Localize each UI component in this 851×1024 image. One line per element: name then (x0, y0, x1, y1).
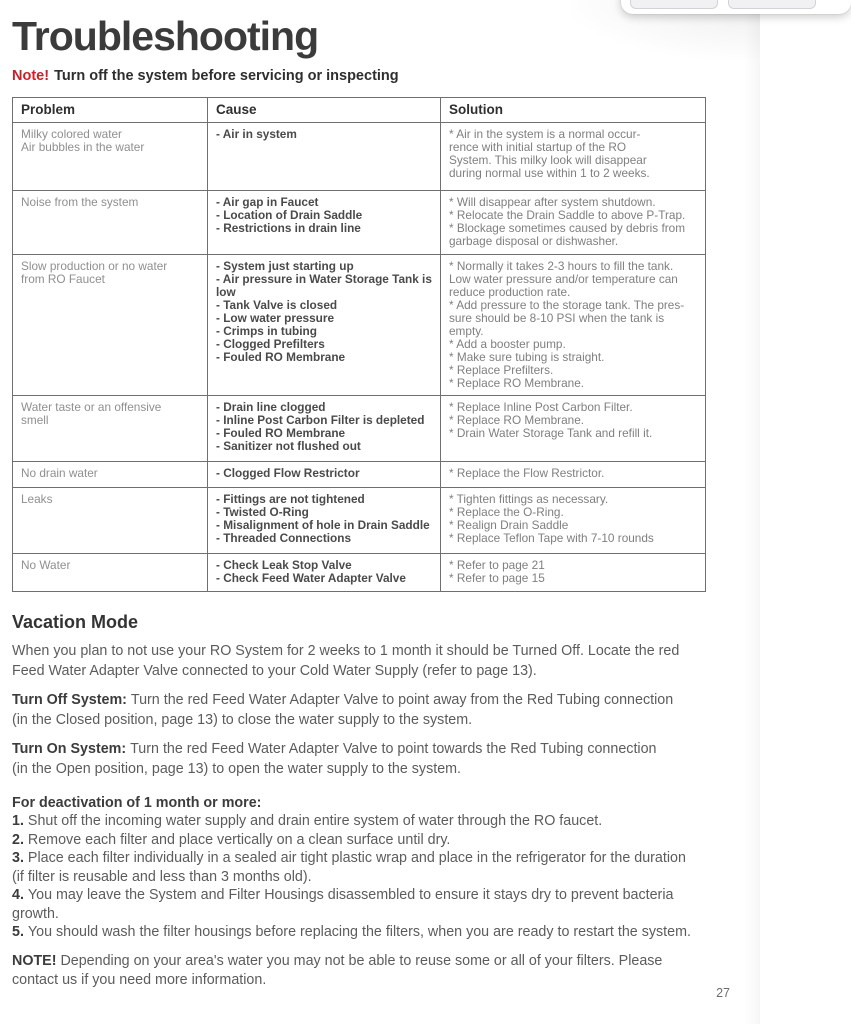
vacation-paragraphs (12, 642, 746, 779)
cell-problem (13, 462, 208, 488)
cell-solution (441, 255, 706, 396)
cell-line: - Fittings are not tightened (216, 492, 365, 507)
cell-line: - Check Leak Stop Valve (216, 558, 352, 573)
cell-line: No Water (21, 558, 71, 573)
cell-line: - Clogged Prefilters (216, 337, 325, 352)
cell-cause (208, 255, 441, 396)
cell-line: No drain water (21, 466, 98, 481)
cell-line: Water taste or an offensive (21, 400, 162, 415)
table-header-row (13, 98, 706, 123)
cell-line: - Twisted O-Ring (216, 505, 309, 520)
step-2: 2. Remove each filter and place vertically on a clean surface until dry. (12, 831, 451, 848)
page-title: Troubleshooting (12, 13, 319, 59)
cell-line: - Restrictions in drain line (216, 221, 361, 236)
cell-line: * Refer to page 21 (449, 558, 545, 573)
step-5-label: 5. (12, 924, 28, 941)
cell-problem (13, 488, 208, 554)
previous-button[interactable] (630, 0, 718, 9)
cell-line: * Will disappear after system shutdown. (449, 195, 656, 210)
step-1-label: 1. (12, 813, 28, 830)
cell-solution (441, 488, 706, 554)
cell-line: Low water pressure and/or temperature can (449, 272, 678, 287)
deactivation-heading: For deactivation of 1 month or more: (12, 795, 262, 812)
cell-cause (208, 462, 441, 488)
cell-line: * Blockage sometimes caused by debris from (449, 221, 686, 236)
cell-problem (13, 554, 208, 592)
note-label: Note! (12, 68, 50, 85)
cell-line: * Add a booster pump. (449, 337, 566, 352)
cell-cause (208, 488, 441, 554)
vacation-paragraph-2: Turn Off System: Turn the red Feed Water Adapter Valve to point away from the Red Tubing connection (in the Closed position, page 13) to close the water supply to the system. (12, 692, 674, 728)
cell-line: - Sanitizer not flushed out (216, 439, 361, 454)
cell-line: Leaks (21, 492, 53, 507)
cell-line: Noise from the system (21, 195, 139, 210)
cell-line: - Air pressure in Water Storage Tank is low (216, 272, 432, 300)
final-note (12, 952, 746, 991)
cell-line: - Air gap in Faucet (216, 195, 319, 210)
step-5: 5. You should wash the filter housings before replacing the filters, when you are ready to restart the system. (12, 924, 691, 941)
cell-line: - Threaded Connections (216, 531, 352, 546)
viewer-toolbar (621, 0, 851, 14)
cell-cause (208, 554, 441, 592)
page-number: 27 (716, 986, 730, 1000)
cell-line: - System just starting up (216, 259, 354, 274)
cell-line: Air bubbles in the water (21, 140, 145, 155)
step-3-label: 3. (12, 850, 28, 867)
table-row (13, 123, 706, 191)
cell-line: - Check Feed Water Adapter Valve (216, 571, 406, 586)
next-button[interactable] (728, 0, 816, 9)
cell-line: * Relocate the Drain Saddle to above P-Trap. (449, 208, 686, 223)
step-3: 3. Place each filter individually in a sealed air tight plastic wrap and place in the refrigerator for the duration (if filter is reusable and less than 3 months old). (12, 850, 686, 885)
table-row (13, 462, 706, 488)
vacation-paragraph-3: Turn On System: Turn the red Feed Water Adapter Valve to point towards the Red Tubing connection (in the Open position, page 13) to open the water supply to the system. (12, 741, 657, 777)
note-paragraph: NOTE! Depending on your area's water you may not be able to reuse some or all of your filters. Please contact us if you need more information. (12, 952, 663, 989)
cell-line: * Refer to page 15 (449, 571, 545, 586)
cell-cause (208, 191, 441, 255)
col-header-problem: Problem (13, 98, 208, 123)
cell-line: - Fouled RO Membrane (216, 426, 346, 441)
note-text: Turn off the system before servicing or inspecting (54, 68, 399, 85)
vacation-paragraph-1: When you plan to not use your RO System for 2 weeks to 1 month it should be Turned Off. Locate the red Feed Water Adapter Valve connected to your Cold Water Supply (refer to page 13). (12, 643, 680, 679)
cell-line: from RO Faucet (21, 272, 105, 287)
cell-line: - Location of Drain Saddle (216, 208, 363, 223)
step-1: 1. Shut off the incoming water supply and drain entire system of water through the RO faucet. (12, 813, 603, 830)
vacation-mode-heading: Vacation Mode (12, 612, 139, 633)
warning-note (12, 68, 746, 84)
cell-line: * Drain Water Storage Tank and refill it. (449, 426, 653, 441)
cell-problem (13, 191, 208, 255)
cell-line: * Normally it takes 2-3 hours to fill the tank. (449, 259, 674, 274)
cell-solution (441, 554, 706, 592)
cell-line: garbage disposal or dishwasher. (449, 234, 619, 249)
cell-line: * Replace Prefilters. (449, 363, 554, 378)
deactivation-steps (12, 812, 746, 942)
cell-line: during normal use within 1 to 2 weeks. (449, 166, 650, 181)
cell-solution (441, 191, 706, 255)
cell-line: sure should be 8-10 PSI when the tank is empty. (449, 311, 665, 339)
col-header-solution: Solution (441, 98, 706, 123)
table-row (13, 255, 706, 396)
cell-line: - Inline Post Carbon Filter is depleted (216, 413, 425, 428)
cell-line: - Misalignment of hole in Drain Saddle (216, 518, 430, 533)
cell-solution (441, 123, 706, 191)
cell-line: - Drain line clogged (216, 400, 326, 415)
cell-line: * Replace the Flow Restrictor. (449, 466, 605, 481)
troubleshooting-table (12, 97, 706, 592)
cell-line: * Replace Teflon Tape with 7-10 rounds (449, 531, 654, 546)
cell-line: System. This milky look will disappear (449, 153, 647, 168)
cell-line: * Replace RO Membrane. (449, 413, 585, 428)
col-header-cause: Cause (208, 98, 441, 123)
step-4-label: 4. (12, 887, 28, 904)
cell-line: - Fouled RO Membrane (216, 350, 346, 365)
note-paragraph-label: NOTE! (12, 952, 61, 969)
cell-line: - Tank Valve is closed (216, 298, 338, 313)
cell-line: - Air in system (216, 127, 297, 142)
cell-solution (441, 396, 706, 462)
cell-line: reduce production rate. (449, 285, 571, 300)
cell-cause (208, 123, 441, 191)
cell-cause (208, 396, 441, 462)
cell-line: smell (21, 413, 49, 428)
cell-problem (13, 255, 208, 396)
cell-line: * Replace the O-Ring. (449, 505, 564, 520)
cell-line: rence with initial startup of the RO (449, 140, 627, 155)
cell-solution (441, 462, 706, 488)
cell-problem (13, 396, 208, 462)
vacation-paragraph-2-label: Turn Off System: (12, 692, 131, 709)
cell-line: - Crimps in tubing (216, 324, 317, 339)
cell-line: * Realign Drain Saddle (449, 518, 569, 533)
cell-line: - Low water pressure (216, 311, 335, 326)
cell-problem (13, 123, 208, 191)
cell-line: * Replace Inline Post Carbon Filter. (449, 400, 633, 415)
table-row (13, 488, 706, 554)
table-row (13, 191, 706, 255)
vacation-paragraph-3-label: Turn On System: (12, 741, 131, 758)
step-2-label: 2. (12, 831, 28, 848)
cell-line: - Clogged Flow Restrictor (216, 466, 360, 481)
cell-line: Slow production or no water (21, 259, 168, 274)
cell-line: * Air in the system is a normal occur- (449, 127, 641, 142)
cell-line: * Make sure tubing is straight. (449, 350, 605, 365)
cell-line: * Replace RO Membrane. (449, 376, 585, 391)
cell-line: Milky colored water (21, 127, 122, 142)
cell-line: * Tighten fittings as necessary. (449, 492, 609, 507)
step-4: 4. You may leave the System and Filter Housings disassembled to ensure it stays dry to prevent bacteria growth. (12, 887, 674, 922)
table-row (13, 396, 706, 462)
table-row (13, 554, 706, 592)
cell-line: * Add pressure to the storage tank. The pres- (449, 298, 685, 313)
